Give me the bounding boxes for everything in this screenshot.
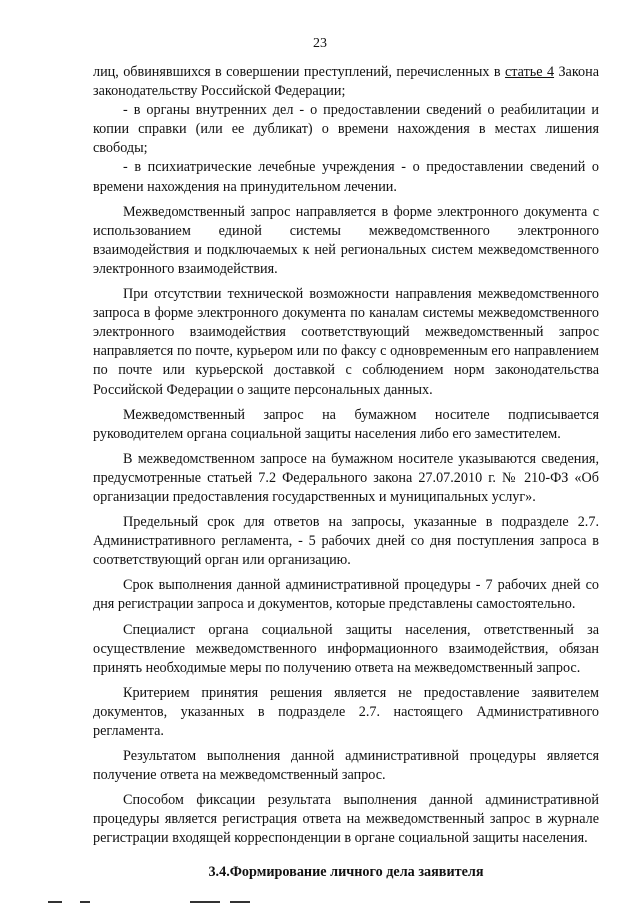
page-number: 23: [313, 36, 327, 51]
section-heading: 3.4.Формирование личного дела заявителя: [208, 863, 484, 880]
paragraph-1: [93, 63, 599, 101]
paragraph-2: - в органы внутренних дел - о предоставлении сведений о реабилитации и копии справки (или ее дубликат) о времени нахождения в местах лишения свободы;: [93, 102, 599, 157]
paragraph-4: Межведомственный запрос направляется в форме электронного документа с использованием единой системы межведомственного электронного взаимодействия и подключаемых к ней региональных систем межведомственного электронного взаимодействия.: [93, 203, 599, 277]
paragraph-10: Специалист органа социальной защиты населения, ответственный за осуществление межведомственного информационного взаимодействия, обязан принять необходимые меры по получению ответа на межведомственный запрос.: [93, 621, 599, 676]
paragraph-3: - в психиатрические лечебные учреждения - о предоставлении сведений о времени нахождения на принудительном лечении.: [93, 159, 599, 195]
paragraph-8: Предельный срок для ответов на запросы, указанные в подразделе 2.7. Административного регламента, - 5 рабочих дней со дня поступления запроса в соответствующий орган или организацию.: [93, 514, 599, 569]
paragraph-7: В межведомственном запросе на бумажном носителе указываются сведения, предусмотренные статьей 7.2 Федерального закона 27.07.2010 г. № 210-ФЗ «Об организации предоставления государственных и муниципальных услуг».: [93, 450, 599, 505]
paragraph-9: Срок выполнения данной административной процедуры - 7 рабочих дней со дня регистрации запроса и документов, которые представлены самостоятельно.: [93, 577, 599, 613]
paragraph-11: Критерием принятия решения является не предоставление заявителем документов, указанных в подразделе 2.7. настоящего Административного регламента.: [93, 684, 599, 739]
paragraph-13: Способом фиксации результата выполнения данной административной процедуры является регистрация ответа на межведомственный запрос в журнале регистрации входящей корреспонденции в органе социальной защиты населения.: [93, 792, 599, 847]
document-body: [93, 63, 599, 882]
article-link[interactable]: статье 4: [504, 64, 555, 80]
paragraph-12: Результатом выполнения данной административной процедуры является получение ответа на межведомственный запрос.: [93, 748, 599, 784]
paragraph-6: Межведомственный запрос на бумажном носителе подписывается руководителем органа социальной защиты населения либо его заместителем.: [93, 406, 599, 442]
paragraph-5: При отсутствии технической возможности направления межведомственного запроса в форме электронного документа по каналам системы межведомственного электронного взаимодействия соответствующий межведомственный запрос направляется по почте, курьером или по факсу с одновременным его направлением по почте или курьерской доставкой с соблюдением норм законодательства Российской Федерации о защите персональных данных.: [93, 286, 599, 398]
paragraph-1-before: лиц, обвинявшихся в совершении преступлений, перечисленных в: [93, 64, 505, 80]
scan-edge-marks: [0, 897, 640, 903]
paragraph-1-after: Закона законодательству Российской Федерации;: [93, 64, 599, 100]
